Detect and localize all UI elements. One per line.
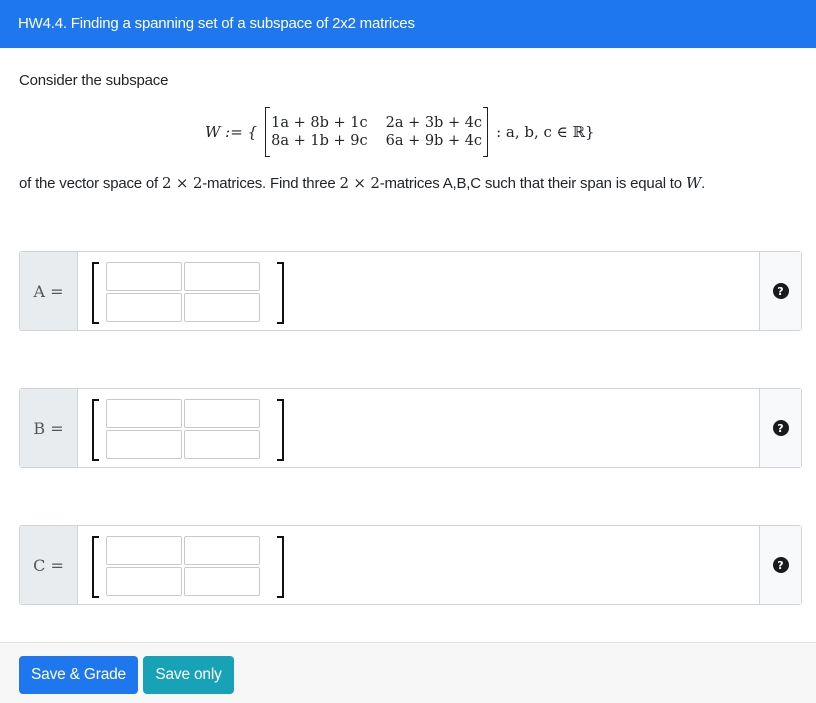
left-bracket: [92, 536, 99, 598]
answer-label-b: B =: [20, 389, 78, 467]
equation-lhs: W := {: [205, 123, 258, 141]
subspace-definition: [205, 106, 595, 158]
left-bracket: [265, 107, 270, 157]
instruction-text: of the vector space of: [19, 175, 162, 192]
instruction-math: 2 × 2: [161, 174, 203, 192]
instruction-math: 2 × 2: [339, 174, 380, 192]
matrix-c-cell-22[interactable]: [184, 567, 260, 596]
matrix-entry: 1a + 8b + 1c: [271, 115, 368, 131]
question-circle-icon: ?: [773, 420, 789, 436]
question-title: HW4.4. Finding a spanning set of a subspace of 2x2 matrices: [18, 15, 415, 32]
right-bracket: [277, 399, 284, 461]
save-only-button[interactable]: Save only: [143, 656, 234, 694]
instruction-text: -matrices. Find three: [202, 175, 340, 192]
subspace-matrix: [265, 107, 488, 157]
matrix-b-cell-21[interactable]: [106, 430, 182, 459]
save-grade-button[interactable]: Save & Grade: [19, 656, 138, 694]
matrix-c-cell-11[interactable]: [106, 536, 182, 565]
question-circle-icon: ?: [773, 283, 789, 299]
instruction-math: W: [685, 174, 702, 192]
question-title-bar: [0, 0, 816, 48]
help-button-a[interactable]: [759, 252, 801, 330]
left-bracket: [92, 399, 99, 461]
question-body: [0, 48, 816, 642]
matrix-a-cell-11[interactable]: [106, 262, 182, 291]
answer-row-a: [19, 251, 802, 331]
right-bracket: [483, 107, 488, 157]
matrix-a-cell-22[interactable]: [184, 293, 260, 322]
matrix-c-cell-12[interactable]: [184, 536, 260, 565]
answer-label-c: C =: [20, 526, 78, 604]
matrix-a-cell-21[interactable]: [106, 293, 182, 322]
matrix-a-cell-12[interactable]: [184, 262, 260, 291]
answer-label-a: A =: [20, 252, 78, 330]
matrix-entry: 8a + 1b + 9c: [271, 133, 368, 149]
matrix-input-b: [92, 399, 284, 461]
matrix-input-a: [92, 262, 284, 324]
help-button-b[interactable]: [759, 389, 801, 467]
left-bracket: [92, 262, 99, 324]
answer-row-b: [19, 388, 802, 468]
answer-row-c: [19, 525, 802, 605]
question-circle-icon: ?: [773, 557, 789, 573]
matrix-entry: 2a + 3b + 4c: [385, 115, 483, 131]
help-button-c[interactable]: [759, 526, 801, 604]
matrix-b-cell-12[interactable]: [184, 399, 260, 428]
question-footer: [0, 642, 816, 703]
matrix-b-cell-11[interactable]: [106, 399, 182, 428]
matrix-b-cell-22[interactable]: [184, 430, 260, 459]
equation-rhs: : a, b, c ∈ ℝ}: [496, 123, 595, 141]
instruction-text: -matrices A,B,C such that their span is equal to: [379, 175, 686, 192]
question-instructions: [19, 174, 705, 192]
right-bracket: [277, 262, 284, 324]
question-intro: Consider the subspace: [19, 72, 169, 89]
matrix-entry: 6a + 9b + 4c: [385, 133, 483, 149]
instruction-text: .: [701, 175, 706, 192]
matrix-input-c: [92, 536, 284, 598]
right-bracket: [277, 536, 284, 598]
matrix-c-cell-21[interactable]: [106, 567, 182, 596]
